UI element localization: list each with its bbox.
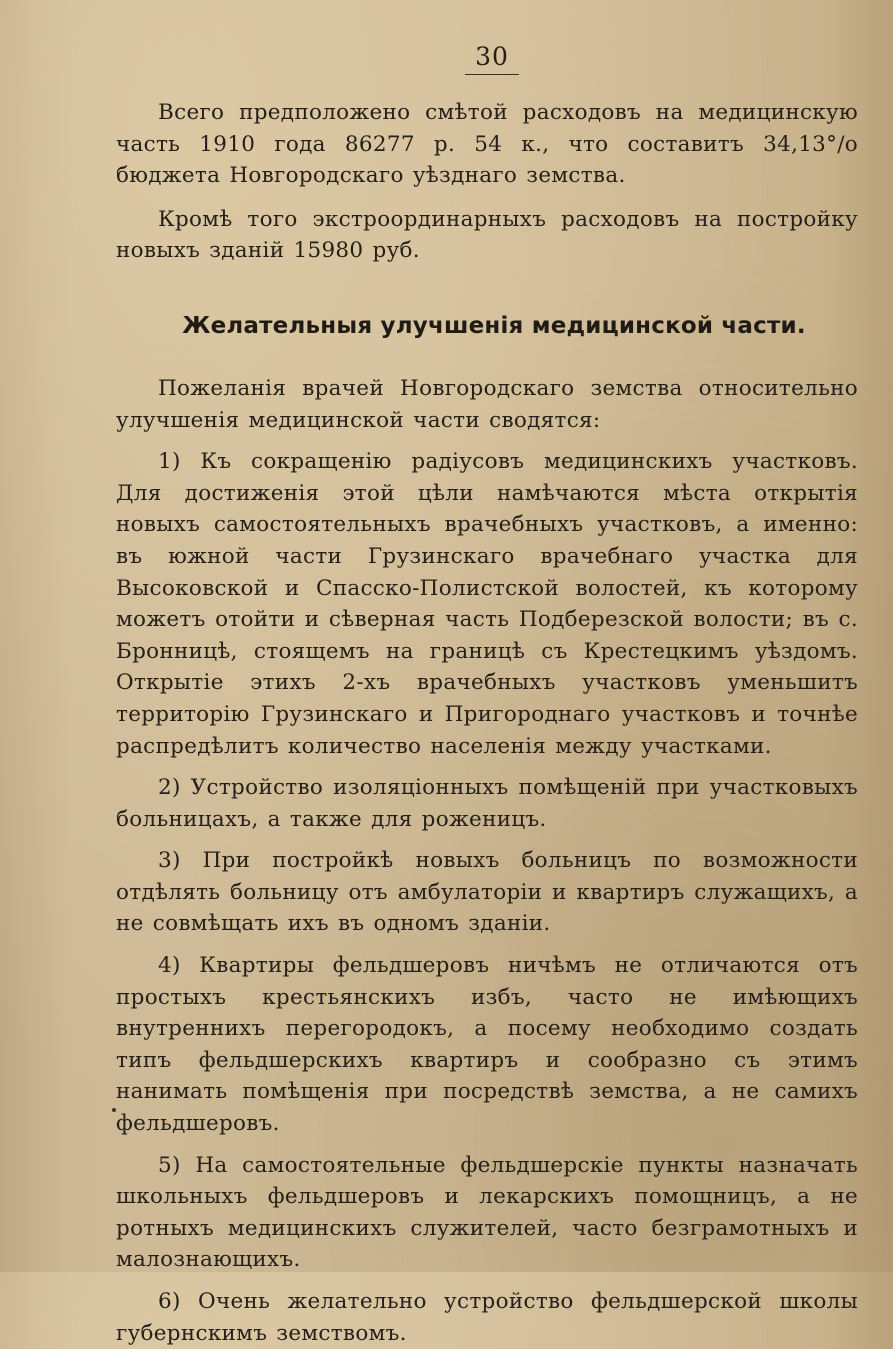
ink-speck xyxy=(112,1108,116,1112)
list-item-2: 2) Устройство изоляціонныхъ помѣщеній при участковыхъ больницахъ, а также для роженицъ. xyxy=(116,775,858,832)
intro-paragraph-extraordinary: Кромѣ того экстроординарныхъ расходовъ на постройку новыхъ зданій 15980 руб. xyxy=(116,206,858,264)
document-page xyxy=(116,40,858,1346)
intro-paragraph-budget: Всего предположено смѣтой расходовъ на медицинскую часть 1910 года 86277 р. 54 к., что составитъ 34,13°/о бюджета Новгородскаго уѣзднаго земства. xyxy=(116,100,858,189)
list-item-5: 5) На самостоятельные фельдшерскіе пункты назначать школьныхъ фельдшеровъ и лекарскихъ помощницъ, а не ротныхъ медицинскихъ служителей, часто безграмотныхъ и малознающихъ. xyxy=(116,1152,858,1273)
list-item-3: 3) При постройкѣ новыхъ больницъ по возможности отдѣлять больницу отъ амбулаторіи и квартиръ служащихъ, а не совмѣщать ихъ въ одномъ зданіи. xyxy=(116,848,858,937)
page-number-underline xyxy=(465,74,519,75)
page-number: 30 xyxy=(475,42,509,71)
list-item-6: 6) Очень желательно устройство фельдшерской школы губернскимъ земствомъ. xyxy=(116,1289,858,1346)
list-item-1: 1) Къ сокращенію радіусовъ медицинскихъ участковъ. Для достиженія этой цѣли намѣчаются мѣста открытія новыхъ самостоятельныхъ врачебныхъ участковъ, а именно: въ южной части Грузинскаго врачебнаго участка для Высоковской и Спасско-Полистской волостей, къ которому можетъ отойти и сѣверная часть Подберезской волости; въ с. Бронницѣ, стоящемъ на границѣ съ Крестецкимъ уѣздомъ. Открытіе этихъ 2-хъ врачебныхъ участковъ уменьшитъ территорію Грузинскаго и Пригороднаго участковъ и точнѣе распредѣлитъ количество населенія между участками. xyxy=(116,449,858,759)
list-item-4: 4) Квартиры фельдшеровъ ничѣмъ не отличаются отъ простыхъ крестьянскихъ избъ, часто не имѣющихъ внутреннихъ перегородокъ, а посему необходимо создать типъ фельдшерскихъ квартиръ и сообразно съ этимъ нанимать помѣщенія при посредствѣ земства, а не самихъ фельдшеровъ. xyxy=(116,953,858,1137)
section-lead-paragraph: Пожеланія врачей Новгородскаго земства относительно улучшенія медицинской части сводятся: xyxy=(116,375,858,433)
section-heading: Желательныя улучшенія медицинской части. xyxy=(182,312,806,339)
